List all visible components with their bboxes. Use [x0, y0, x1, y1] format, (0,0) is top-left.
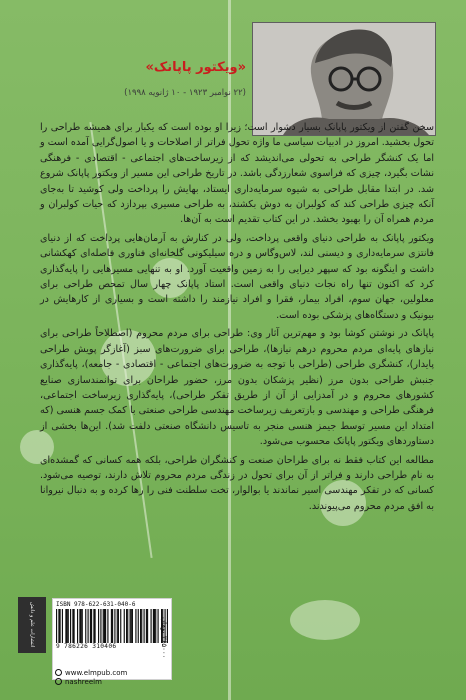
globe-icon [55, 669, 62, 676]
blurb-paragraph: ویکتور پاپانک به طراحی دنیای واقعی پرداخت، ولی در کنارش به آرمان‌هایی پرداخت که از دنیای فانتزی سرمایه‌داری و دیسنی لند، لاس‌وگاس و دره سیلیکونی گلخانه‌ای فناوری فاصله‌ای کهکشانی داشت و اینگونه بود که سپهر دیرایی را به زمین واقعیت آورد. او به تنهایی مسیرهایی را پایه‌گذاری کرد که اکنون تنها راه نجات دنیای واقعی است. استاد پاپانک چهار سال تمحص طراحی برای معلولین، جهان سوم، افراد بیمار، فقرا و افراد نیازمند را داشته است و بسیاری از کارهایش در بیونیک و دستگاه‌های پزشکی بوده است. [40, 232, 434, 321]
author-portrait [252, 22, 436, 136]
blurb-paragraph: سخن گفتن از ویکتور پاپانک بسیار دشوار است؛ زیرا او بوده است که یکبار برای همیشه طراحی را تحول بخشید. امروز در ادبیات سیاسی ما واژه تحول فراتر از اصلاحات و یا اصول‌گرایی آمده است و اما یک کنشگر طراحی به تحولی می‌اندیشد که از زیرساخت‌های اجتماعی - اقتصادی - فرهنگی نشات بگیرد، چیزی که فراسوی شعارزدگی باشد. در تاریخ طراحی این مسیر از ویکتور پاپانک شروع شد. در ابتدا مقابل طراحی به شیوه سرمایه‌داری ایستاد، بهایش را پرداخت ولی کوشید تا به‌جای آنکه چیزی طراحی کند که کولبران به دوش بکشند، به طراحی مسیری بپردازد که حیات کولبران و مردم همراه آن را بهبود بخشد. در این کتاب تقدیم است به آن‌ها. [40, 122, 434, 226]
blurb-text [40, 120, 434, 552]
instagram-link[interactable] [55, 678, 150, 687]
leaf-decoration [290, 600, 360, 640]
blurb-paragraph: پاپانک در نوشتن کوشا بود و مهم‌ترین آثار وی: طراحی برای مردم محروم (اصطلاحاً طراحی برای نیازهای پایه‌ای مردم محروم درهم نیازها)، طراحی برای ضرورت‌های سبز (آغازگر پویش طراحی پایدار)، کنشگری طراحی (طراحی با توجه به ضرورت‌های اجتماعی - اقتصادی - جامعه)، پایه‌گذاری جنبش طراحی بدون مرز (نظیر پزشکان بدون مرز، حضور طراحان برای توانمندسازی صنایع کشورهای محروم و در آمدزایی از آن از طریق تفکر طراحی)، پایه‌گذاری زیرساخت اجتماعی، فرهنگی طراحی و مهندسی و بازتعریف زیرساخت مهندسی طراحی صنعتی با کمک جسم هنسی (که امتداد این مسیر توسط جیمز هنسی منجر به تاسیس دانشگاه صنعتی دلفت شد). این‌ها بخشی از دستاوردهای ویکتور پاپانک محسوب می‌شود. [40, 328, 434, 448]
author-dates: (۲۲ نوامبر ۱۹۲۳ - ۱۰ ژانویه ۱۹۹۸) [124, 88, 246, 98]
author-name: «ویکتور پاپانک» [145, 60, 246, 75]
isbn: ISBN 978-622-631-040-6 [56, 601, 136, 608]
blurb-paragraph: مطالعه این کتاب فقط نه برای طراحان صنعت و کنشگران طراحی، بلکه همه کسانی که گمشده‌ای به نام طراحی دارند و فراتر از آن برای تحول در زندگی مردم محروم تلاش دارند، توصیه می‌شود. کسانی که در تفکر مهندسی اسیر نماندند یا بوالوار، تخت سلطنت فنی را رها کرده و به دنبال نیروانا به افق مردم محروم می‌پیوندند. [40, 454, 434, 512]
barcode-digits: 9 786226 310406 [56, 643, 117, 650]
portrait-illustration [253, 23, 435, 135]
publisher-logo [18, 597, 46, 653]
publisher-logo-text: انتشارات علم و دانش [29, 602, 35, 648]
website-link[interactable] [55, 669, 150, 678]
instagram-icon [55, 678, 62, 685]
publisher-contacts [55, 669, 150, 687]
website-text: www.elmpub.com [65, 669, 128, 677]
price: ۳۶۵۰۰۰ تومان [160, 616, 168, 658]
instagram-text: nashreelm [65, 678, 102, 686]
